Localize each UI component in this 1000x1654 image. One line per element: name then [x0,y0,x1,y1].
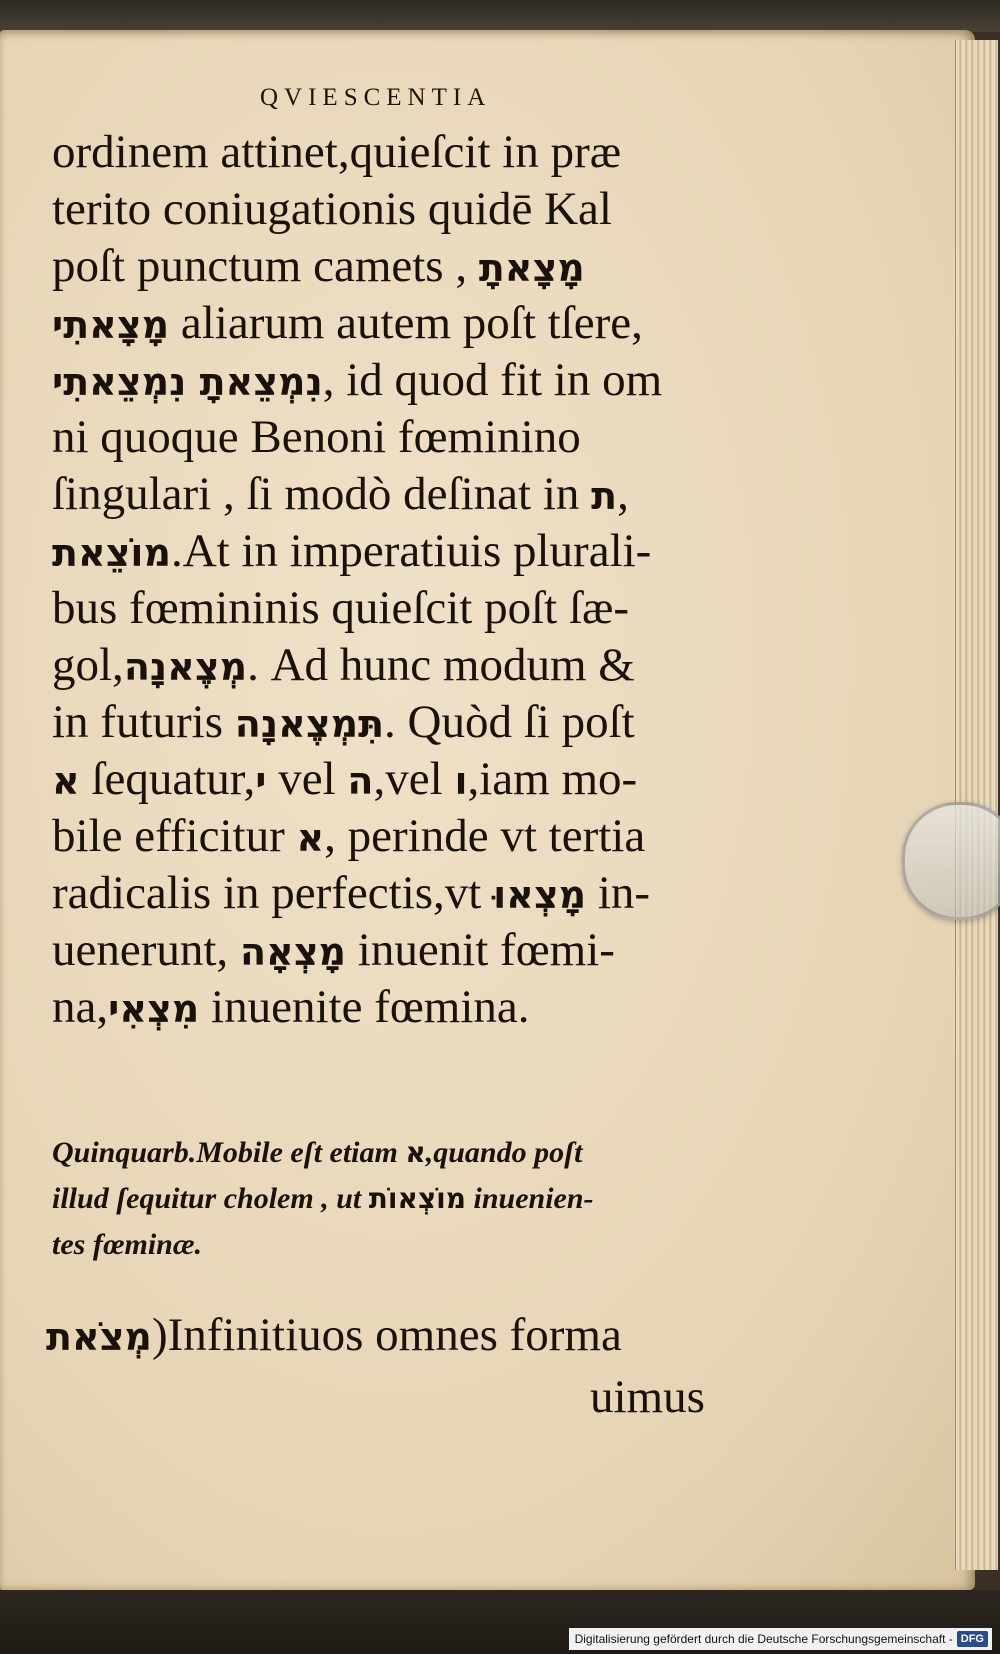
page-clip-tab [902,802,1000,920]
note-line: Quinquarb.Mobile eſt etiam א,quando poſt [52,1136,583,1169]
text-line: מְצֹאת)Infinitiuos omnes forma [46,1309,622,1361]
hebrew-word: מוֹצְאוֹת [368,1182,466,1215]
hebrew-word: נִמְצֵאתָ נִמְצֵאתִי [52,360,323,404]
hebrew-letter: ת [591,474,618,518]
hebrew-word: מְצֹאת [46,1315,152,1359]
text-line: in futuris תִּמְצֶאנָה. Quòd ſi poſt [52,696,635,748]
text-line: gol,מְצֶאנָה. Ad hunc modum & [52,639,635,691]
text-line: na,מִצְאִי inuenite fœmina. [52,981,530,1033]
digitization-credit [569,1628,992,1650]
hebrew-letter: א [52,759,80,803]
text-line: נִמְצֵאתָ נִמְצֵאתִי, id quod fit in om [52,354,663,406]
marginal-note [52,1130,752,1268]
scan-top-border [0,0,1000,32]
text-line: poſt punctum camets , מָצָאתָ [52,240,585,292]
text-line: uenerunt, מָצְאָה inuenit fœmi- [52,924,615,976]
text-line: bile efficitur א, perinde vt tertia [52,810,646,862]
text-line: bus fœmininis quieſcit poſt ſæ- [52,582,630,634]
hebrew-word: מוֹצֵאת [52,531,171,575]
text-line: terito coniugationis quidē Kal [52,183,612,235]
text-line: radicalis in perfectis,vt מָצְאוּ in- [52,867,651,919]
note-line: tes fœminæ. [52,1228,202,1261]
hebrew-letter: ה [347,759,374,803]
hebrew-letter: א [296,816,325,860]
hebrew-letter: ו [454,759,468,803]
final-paragraph [46,1306,746,1364]
hebrew-word: מָצָאתָ [478,246,585,290]
catchword: uimus [590,1371,705,1423]
body-text [52,124,752,1036]
credit-text: Digitalisierung gefördert durch die Deutsche Forschungsgemeinschaft - [574,1632,953,1646]
hebrew-word: תִּמְצֶאנָה [234,702,385,746]
text-line: מוֹצֵאת.At in imperatiuis plurali- [52,525,652,577]
hebrew-letter: י [255,759,267,803]
hebrew-word: מְצֶאנָה [123,645,248,689]
running-head: QVIESCENTIA [260,84,492,111]
text-line: ordinem attinet,quieſcit in præ [52,126,622,178]
hebrew-word: מָצְאוּ [493,873,587,917]
hebrew-word: מָצְאָה [239,930,347,974]
text-line: ni quoque Benoni fœminino [52,411,581,463]
note-line: illud ſequitur cholem , ut מוֹצְאוֹת inuenien- [52,1182,594,1215]
hebrew-word: מָצָאתִי [52,303,170,347]
text-line: מָצָאתִי aliarum autem poſt tſere, [52,297,643,349]
hebrew-letter: א [405,1136,426,1169]
text-line: א ſequatur,י vel ה,vel ו,iam mo- [52,753,638,805]
dfg-logo: DFG [957,1631,988,1647]
hebrew-word: מִצְאִי [108,987,200,1031]
text-line: ſingulari , ſi modò deſinat in ת, [52,468,629,520]
